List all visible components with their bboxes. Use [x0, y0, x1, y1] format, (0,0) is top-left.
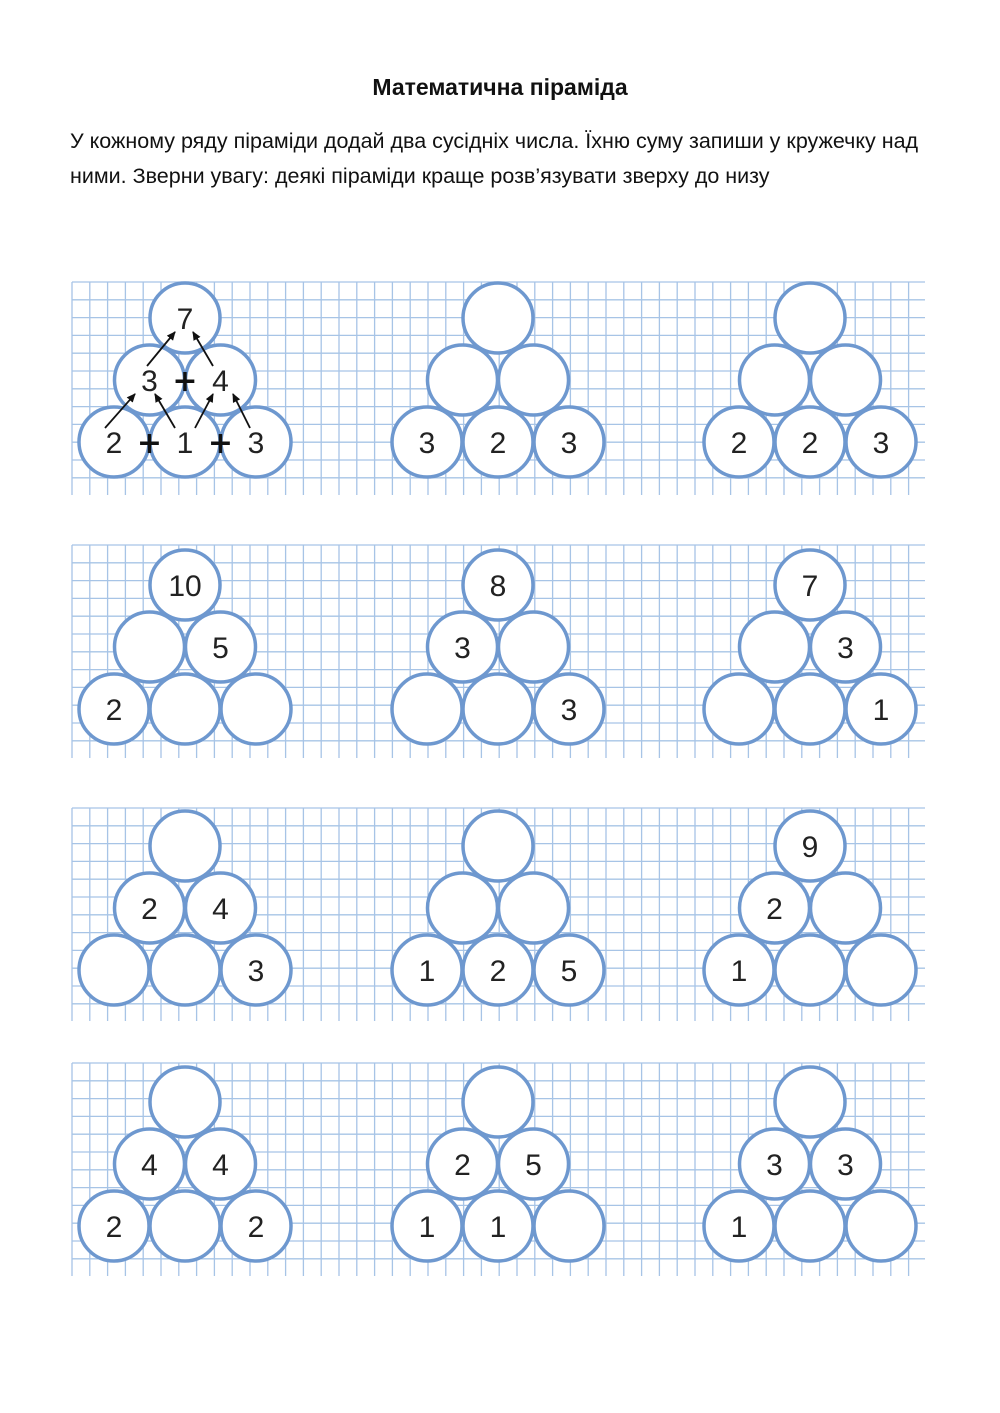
pyramid-bottom-circle-empty[interactable] [704, 674, 774, 744]
pyramid-top-circle-empty[interactable] [775, 1067, 845, 1137]
pyramid-number: 1 [176, 427, 194, 460]
pyramid-number: 5 [560, 955, 578, 988]
pyramid-top-circle-empty[interactable] [775, 283, 845, 353]
pyramid-number: 3 [247, 427, 265, 460]
pyramid-number: 1 [489, 1211, 507, 1244]
pyramid-number: 2 [454, 1149, 471, 1182]
pyramid [79, 1067, 291, 1261]
pyramid [704, 1067, 916, 1261]
pyramid [79, 283, 291, 477]
pyramid-bottom-circle-empty[interactable] [392, 674, 462, 744]
pyramid-bottom-circle-empty[interactable] [775, 1191, 845, 1261]
pyramid [79, 550, 291, 744]
pyramid-bottom-circle-empty[interactable] [463, 674, 533, 744]
pyramid [392, 283, 604, 477]
pyramid-bottom-circle-empty[interactable] [534, 1191, 604, 1261]
pyramid-number: 2 [105, 694, 123, 727]
pyramids [79, 283, 916, 1261]
pyramid-number: 2 [489, 427, 507, 460]
pyramid-top-circle-empty[interactable] [150, 811, 220, 881]
instructions-text: У кожному ряду піраміди додай два сусідніх числа. Їхню суму запиши у кружечку над ними. Зверни увагу: деякі піраміди краще розв’язувати зверху до низу [70, 129, 919, 188]
pyramid-number: 4 [141, 1149, 158, 1182]
pyramid-middle-circle-empty[interactable] [811, 873, 881, 943]
pyramid-top-circle-empty[interactable] [463, 283, 533, 353]
pyramid-number: 4 [212, 893, 229, 926]
pyramid-number: 7 [176, 303, 194, 336]
pyramid-number: 9 [801, 831, 819, 864]
pyramid-middle-circle-empty[interactable] [499, 345, 569, 415]
pyramid-number: 5 [212, 632, 229, 665]
pyramid-bottom-circle-empty[interactable] [221, 674, 291, 744]
pyramid-middle-circle-empty[interactable] [115, 612, 185, 682]
pyramid-number: 2 [730, 427, 748, 460]
pyramid-number: 3 [766, 1149, 783, 1182]
pyramid-bottom-circle-empty[interactable] [150, 935, 220, 1005]
pyramid-number: 7 [801, 570, 819, 603]
pyramid [704, 550, 916, 744]
plus-sign: + [172, 364, 198, 399]
pyramid-number: 2 [105, 1211, 123, 1244]
pyramid-number: 3 [560, 427, 578, 460]
pyramid-middle-circle-empty[interactable] [499, 612, 569, 682]
pyramid-number: 3 [560, 694, 578, 727]
pyramid-middle-circle-empty[interactable] [740, 345, 810, 415]
pyramid-number: 3 [837, 1149, 854, 1182]
pyramid-number: 1 [872, 694, 890, 727]
pyramid-number: 2 [141, 893, 158, 926]
pyramid-number: 10 [168, 570, 202, 603]
pyramid-bottom-circle-empty[interactable] [846, 1191, 916, 1261]
pyramid-number: 1 [418, 955, 436, 988]
pyramid-top-circle-empty[interactable] [463, 811, 533, 881]
pyramid-number: 2 [766, 893, 783, 926]
pyramid [79, 811, 291, 1005]
plus-sign: + [207, 426, 234, 461]
pyramid-number: 2 [105, 427, 123, 460]
pyramid-number: 8 [489, 570, 507, 603]
pyramid-number: 2 [489, 955, 507, 988]
pyramid-middle-circle-empty[interactable] [428, 873, 498, 943]
pyramid-number: 3 [837, 632, 854, 665]
pyramid-bottom-circle-empty[interactable] [79, 935, 149, 1005]
pyramid-number: 3 [872, 427, 890, 460]
pyramid-bottom-circle-empty[interactable] [775, 935, 845, 1005]
pyramid-number: 5 [525, 1149, 542, 1182]
pyramid-middle-circle-empty[interactable] [499, 873, 569, 943]
pyramid-number: 3 [454, 632, 471, 665]
pyramid [392, 1067, 604, 1261]
pyramid-top-circle-empty[interactable] [150, 1067, 220, 1137]
pyramid-number: 1 [730, 1211, 748, 1244]
pyramid-number: 3 [141, 365, 158, 398]
pyramid-number: 3 [247, 955, 265, 988]
pyramid [704, 283, 916, 477]
pyramid-bottom-circle-empty[interactable] [775, 674, 845, 744]
pyramid-number: 2 [801, 427, 819, 460]
pyramid [704, 811, 916, 1005]
pyramid-number: 4 [212, 1149, 229, 1182]
pyramid-number: 4 [212, 365, 229, 398]
pyramid [392, 550, 604, 744]
pyramid-number: 1 [418, 1211, 436, 1244]
pyramid-middle-circle-empty[interactable] [740, 612, 810, 682]
pyramid-bottom-circle-empty[interactable] [846, 935, 916, 1005]
pyramid-number: 3 [418, 427, 436, 460]
plus-sign: + [136, 426, 163, 461]
pyramid-bottom-circle-empty[interactable] [150, 1191, 220, 1261]
pyramid-bottom-circle-empty[interactable] [150, 674, 220, 744]
pyramid-top-circle-empty[interactable] [463, 1067, 533, 1137]
pyramid-number: 2 [247, 1211, 265, 1244]
pyramid-middle-circle-empty[interactable] [811, 345, 881, 415]
pyramid-middle-circle-empty[interactable] [428, 345, 498, 415]
page-title: Математична піраміда [372, 74, 628, 100]
pyramid [392, 811, 604, 1005]
pyramid-number: 1 [730, 955, 748, 988]
